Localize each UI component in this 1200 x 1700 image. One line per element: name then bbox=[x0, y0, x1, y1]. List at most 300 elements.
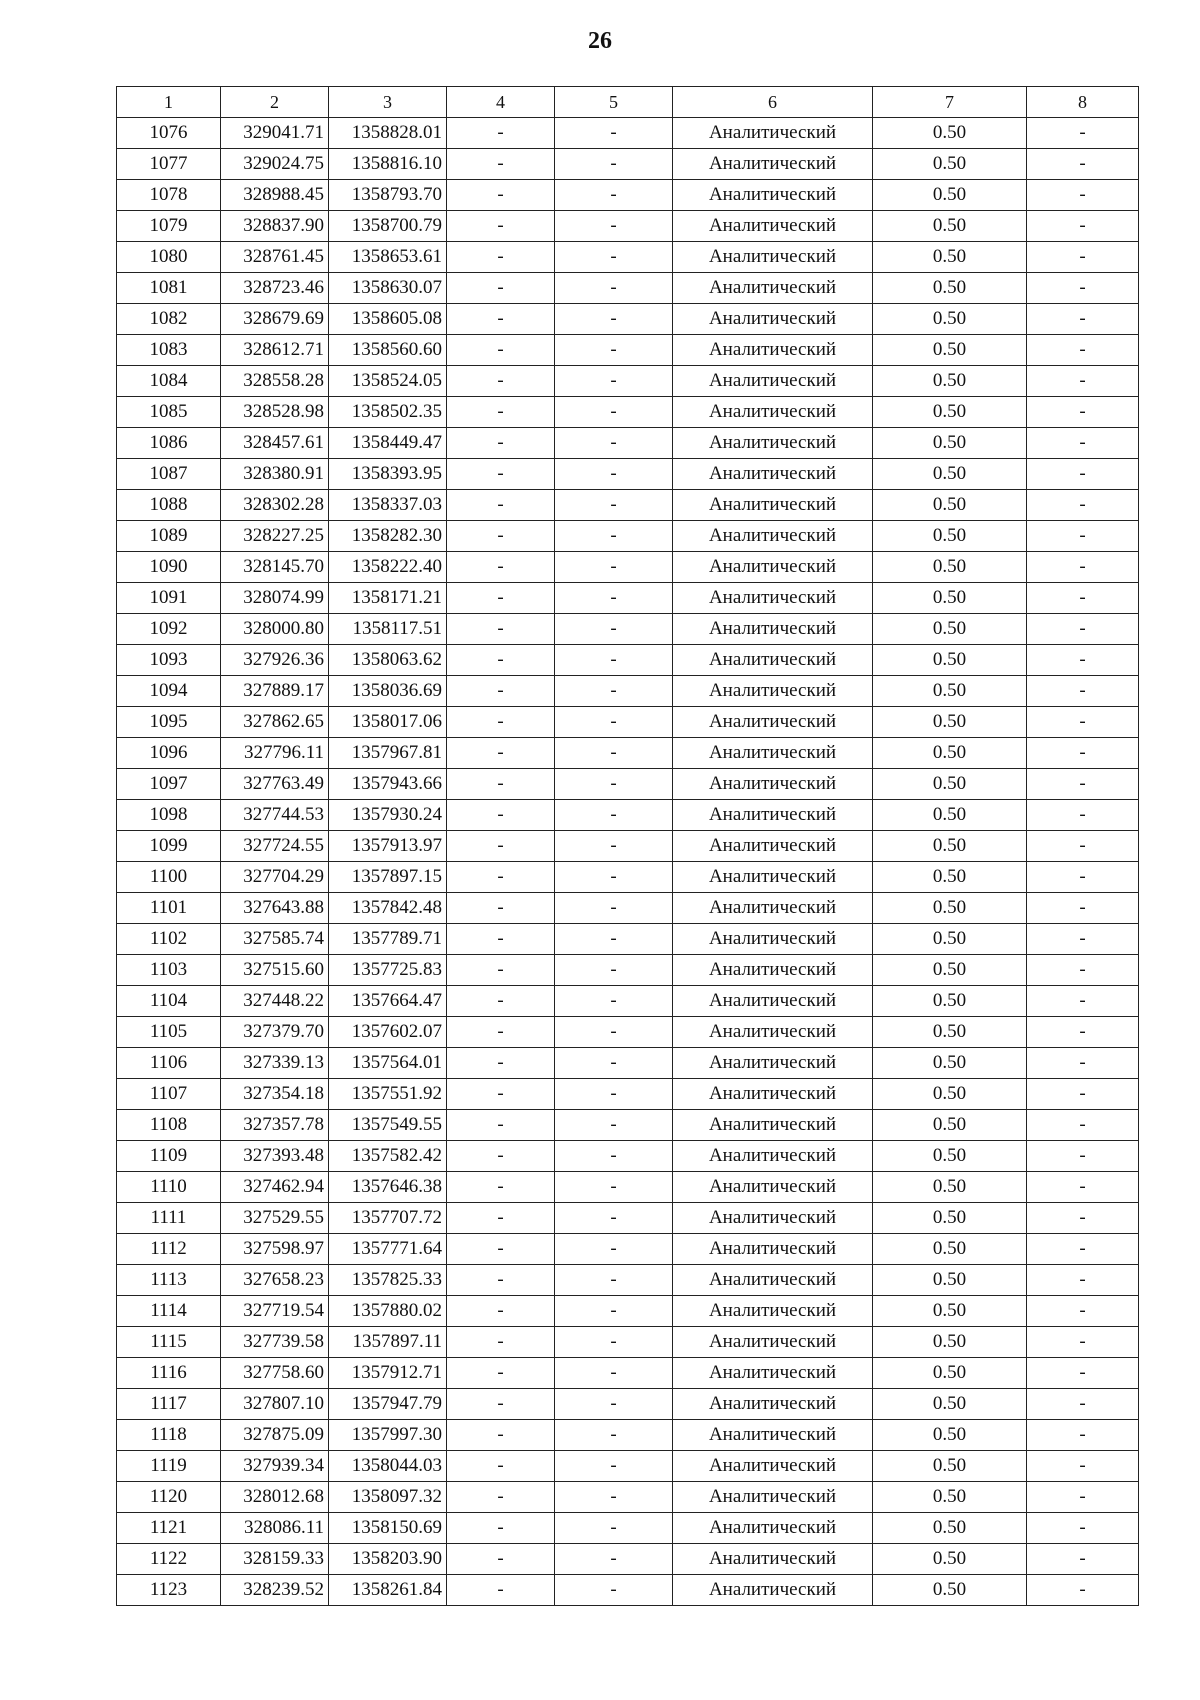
cell-col-8-value: - bbox=[1027, 1420, 1139, 1451]
cell-col-4-value: - bbox=[447, 1296, 555, 1327]
cell-method: Аналитический bbox=[673, 1110, 873, 1141]
cell-coord-x: 327739.58 bbox=[221, 1327, 329, 1358]
cell-col-5-value: - bbox=[555, 924, 673, 955]
cell-method: Аналитический bbox=[673, 366, 873, 397]
cell-coord-y: 1357880.02 bbox=[329, 1296, 447, 1327]
cell-point-number: 1081 bbox=[117, 273, 221, 304]
cell-point-number: 1120 bbox=[117, 1482, 221, 1513]
cell-col-5-value: - bbox=[555, 459, 673, 490]
table-row bbox=[117, 707, 1139, 738]
cell-point-number: 1084 bbox=[117, 366, 221, 397]
column-header-col-8: 8 bbox=[1027, 87, 1139, 118]
cell-method: Аналитический bbox=[673, 1017, 873, 1048]
cell-col-5-value: - bbox=[555, 273, 673, 304]
table-row bbox=[117, 1079, 1139, 1110]
cell-coord-x: 328528.98 bbox=[221, 397, 329, 428]
cell-col-8-value: - bbox=[1027, 1017, 1139, 1048]
cell-coord-x: 327889.17 bbox=[221, 676, 329, 707]
column-header-col-2: 2 bbox=[221, 87, 329, 118]
cell-col-8-value: - bbox=[1027, 769, 1139, 800]
table-row bbox=[117, 1513, 1139, 1544]
cell-accuracy: 0.50 bbox=[873, 645, 1027, 676]
cell-col-5-value: - bbox=[555, 1575, 673, 1606]
table-row bbox=[117, 1265, 1139, 1296]
cell-point-number: 1108 bbox=[117, 1110, 221, 1141]
cell-coord-x: 328159.33 bbox=[221, 1544, 329, 1575]
cell-coord-y: 1357646.38 bbox=[329, 1172, 447, 1203]
cell-coord-x: 328145.70 bbox=[221, 552, 329, 583]
table-row bbox=[117, 490, 1139, 521]
cell-col-5-value: - bbox=[555, 1420, 673, 1451]
cell-col-4-value: - bbox=[447, 1079, 555, 1110]
cell-coord-y: 1358816.10 bbox=[329, 149, 447, 180]
cell-col-4-value: - bbox=[447, 1327, 555, 1358]
table-row bbox=[117, 273, 1139, 304]
table-row bbox=[117, 1234, 1139, 1265]
cell-col-4-value: - bbox=[447, 1513, 555, 1544]
column-header-col-7: 7 bbox=[873, 87, 1027, 118]
cell-col-4-value: - bbox=[447, 366, 555, 397]
cell-accuracy: 0.50 bbox=[873, 1544, 1027, 1575]
cell-accuracy: 0.50 bbox=[873, 862, 1027, 893]
cell-col-8-value: - bbox=[1027, 614, 1139, 645]
table-row bbox=[117, 180, 1139, 211]
cell-accuracy: 0.50 bbox=[873, 490, 1027, 521]
cell-col-5-value: - bbox=[555, 1482, 673, 1513]
cell-method: Аналитический bbox=[673, 1513, 873, 1544]
cell-coord-x: 327585.74 bbox=[221, 924, 329, 955]
cell-coord-y: 1357825.33 bbox=[329, 1265, 447, 1296]
cell-point-number: 1095 bbox=[117, 707, 221, 738]
cell-coord-y: 1358793.70 bbox=[329, 180, 447, 211]
cell-method: Аналитический bbox=[673, 1544, 873, 1575]
cell-col-4-value: - bbox=[447, 521, 555, 552]
cell-coord-x: 328074.99 bbox=[221, 583, 329, 614]
cell-col-4-value: - bbox=[447, 614, 555, 645]
cell-coord-x: 327875.09 bbox=[221, 1420, 329, 1451]
cell-coord-x: 327796.11 bbox=[221, 738, 329, 769]
cell-coord-y: 1357897.11 bbox=[329, 1327, 447, 1358]
cell-col-8-value: - bbox=[1027, 1482, 1139, 1513]
cell-col-8-value: - bbox=[1027, 707, 1139, 738]
cell-point-number: 1076 bbox=[117, 118, 221, 149]
cell-col-5-value: - bbox=[555, 707, 673, 738]
cell-method: Аналитический bbox=[673, 955, 873, 986]
cell-accuracy: 0.50 bbox=[873, 149, 1027, 180]
cell-method: Аналитический bbox=[673, 614, 873, 645]
cell-col-4-value: - bbox=[447, 1110, 555, 1141]
cell-accuracy: 0.50 bbox=[873, 1513, 1027, 1544]
cell-point-number: 1104 bbox=[117, 986, 221, 1017]
cell-point-number: 1080 bbox=[117, 242, 221, 273]
cell-method: Аналитический bbox=[673, 552, 873, 583]
cell-col-5-value: - bbox=[555, 242, 673, 273]
table-row bbox=[117, 1482, 1139, 1513]
cell-col-4-value: - bbox=[447, 118, 555, 149]
cell-method: Аналитический bbox=[673, 986, 873, 1017]
cell-point-number: 1085 bbox=[117, 397, 221, 428]
cell-col-4-value: - bbox=[447, 552, 555, 583]
cell-coord-y: 1357997.30 bbox=[329, 1420, 447, 1451]
cell-accuracy: 0.50 bbox=[873, 738, 1027, 769]
table-row bbox=[117, 676, 1139, 707]
cell-col-5-value: - bbox=[555, 1048, 673, 1079]
cell-coord-y: 1358203.90 bbox=[329, 1544, 447, 1575]
cell-col-5-value: - bbox=[555, 1451, 673, 1482]
cell-col-5-value: - bbox=[555, 1234, 673, 1265]
cell-method: Аналитический bbox=[673, 1203, 873, 1234]
cell-col-5-value: - bbox=[555, 521, 673, 552]
cell-point-number: 1097 bbox=[117, 769, 221, 800]
cell-coord-y: 1358017.06 bbox=[329, 707, 447, 738]
cell-col-4-value: - bbox=[447, 769, 555, 800]
cell-coord-x: 327744.53 bbox=[221, 800, 329, 831]
cell-method: Аналитический bbox=[673, 273, 873, 304]
cell-method: Аналитический bbox=[673, 800, 873, 831]
table-row bbox=[117, 366, 1139, 397]
cell-method: Аналитический bbox=[673, 893, 873, 924]
table-row bbox=[117, 1203, 1139, 1234]
cell-method: Аналитический bbox=[673, 149, 873, 180]
cell-method: Аналитический bbox=[673, 1296, 873, 1327]
cell-col-4-value: - bbox=[447, 1017, 555, 1048]
cell-accuracy: 0.50 bbox=[873, 1451, 1027, 1482]
cell-col-8-value: - bbox=[1027, 180, 1139, 211]
cell-method: Аналитический bbox=[673, 1265, 873, 1296]
cell-accuracy: 0.50 bbox=[873, 211, 1027, 242]
cell-col-4-value: - bbox=[447, 211, 555, 242]
cell-point-number: 1119 bbox=[117, 1451, 221, 1482]
cell-col-8-value: - bbox=[1027, 955, 1139, 986]
table-row bbox=[117, 1358, 1139, 1389]
cell-coord-x: 327462.94 bbox=[221, 1172, 329, 1203]
cell-col-8-value: - bbox=[1027, 459, 1139, 490]
cell-accuracy: 0.50 bbox=[873, 955, 1027, 986]
cell-method: Аналитический bbox=[673, 118, 873, 149]
cell-col-8-value: - bbox=[1027, 397, 1139, 428]
cell-col-5-value: - bbox=[555, 862, 673, 893]
cell-point-number: 1115 bbox=[117, 1327, 221, 1358]
cell-method: Аналитический bbox=[673, 769, 873, 800]
cell-col-4-value: - bbox=[447, 924, 555, 955]
cell-accuracy: 0.50 bbox=[873, 1482, 1027, 1513]
cell-method: Аналитический bbox=[673, 1451, 873, 1482]
cell-point-number: 1106 bbox=[117, 1048, 221, 1079]
cell-coord-x: 327643.88 bbox=[221, 893, 329, 924]
cell-col-4-value: - bbox=[447, 1234, 555, 1265]
cell-col-5-value: - bbox=[555, 1172, 673, 1203]
cell-col-5-value: - bbox=[555, 1079, 673, 1110]
cell-point-number: 1118 bbox=[117, 1420, 221, 1451]
table-row bbox=[117, 769, 1139, 800]
table-row bbox=[117, 800, 1139, 831]
cell-method: Аналитический bbox=[673, 862, 873, 893]
cell-col-4-value: - bbox=[447, 800, 555, 831]
table-row bbox=[117, 831, 1139, 862]
cell-col-5-value: - bbox=[555, 1327, 673, 1358]
table-row bbox=[117, 211, 1139, 242]
cell-col-5-value: - bbox=[555, 831, 673, 862]
cell-method: Аналитический bbox=[673, 583, 873, 614]
cell-method: Аналитический bbox=[673, 397, 873, 428]
cell-point-number: 1110 bbox=[117, 1172, 221, 1203]
cell-col-8-value: - bbox=[1027, 366, 1139, 397]
table-row bbox=[117, 1110, 1139, 1141]
cell-coord-x: 328086.11 bbox=[221, 1513, 329, 1544]
cell-point-number: 1107 bbox=[117, 1079, 221, 1110]
table-row bbox=[117, 1389, 1139, 1420]
cell-col-5-value: - bbox=[555, 1296, 673, 1327]
cell-col-4-value: - bbox=[447, 738, 555, 769]
cell-col-4-value: - bbox=[447, 335, 555, 366]
cell-point-number: 1082 bbox=[117, 304, 221, 335]
cell-col-4-value: - bbox=[447, 1141, 555, 1172]
cell-accuracy: 0.50 bbox=[873, 1358, 1027, 1389]
cell-col-5-value: - bbox=[555, 1110, 673, 1141]
cell-point-number: 1090 bbox=[117, 552, 221, 583]
cell-coord-y: 1358222.40 bbox=[329, 552, 447, 583]
cell-col-4-value: - bbox=[447, 955, 555, 986]
cell-col-5-value: - bbox=[555, 614, 673, 645]
cell-col-5-value: - bbox=[555, 428, 673, 459]
cell-coord-y: 1357912.71 bbox=[329, 1358, 447, 1389]
cell-col-8-value: - bbox=[1027, 862, 1139, 893]
cell-accuracy: 0.50 bbox=[873, 1141, 1027, 1172]
cell-col-4-value: - bbox=[447, 459, 555, 490]
cell-col-4-value: - bbox=[447, 583, 555, 614]
column-header-col-3: 3 bbox=[329, 87, 447, 118]
cell-accuracy: 0.50 bbox=[873, 1203, 1027, 1234]
cell-point-number: 1101 bbox=[117, 893, 221, 924]
cell-col-5-value: - bbox=[555, 738, 673, 769]
cell-method: Аналитический bbox=[673, 1575, 873, 1606]
cell-accuracy: 0.50 bbox=[873, 1234, 1027, 1265]
cell-coord-x: 328380.91 bbox=[221, 459, 329, 490]
cell-col-8-value: - bbox=[1027, 1048, 1139, 1079]
cell-col-4-value: - bbox=[447, 428, 555, 459]
cell-col-4-value: - bbox=[447, 1172, 555, 1203]
cell-method: Аналитический bbox=[673, 490, 873, 521]
cell-point-number: 1102 bbox=[117, 924, 221, 955]
cell-col-8-value: - bbox=[1027, 1172, 1139, 1203]
cell-col-5-value: - bbox=[555, 1544, 673, 1575]
cell-method: Аналитический bbox=[673, 738, 873, 769]
cell-coord-y: 1357789.71 bbox=[329, 924, 447, 955]
cell-col-8-value: - bbox=[1027, 118, 1139, 149]
cell-point-number: 1103 bbox=[117, 955, 221, 986]
cell-coord-y: 1358449.47 bbox=[329, 428, 447, 459]
cell-col-8-value: - bbox=[1027, 676, 1139, 707]
cell-coord-x: 328000.80 bbox=[221, 614, 329, 645]
table-row bbox=[117, 428, 1139, 459]
cell-coord-x: 327379.70 bbox=[221, 1017, 329, 1048]
cell-coord-x: 327724.55 bbox=[221, 831, 329, 862]
cell-col-4-value: - bbox=[447, 1451, 555, 1482]
cell-coord-x: 327658.23 bbox=[221, 1265, 329, 1296]
cell-col-8-value: - bbox=[1027, 645, 1139, 676]
cell-point-number: 1093 bbox=[117, 645, 221, 676]
cell-col-4-value: - bbox=[447, 1048, 555, 1079]
cell-coord-y: 1358605.08 bbox=[329, 304, 447, 335]
table-body bbox=[117, 118, 1139, 1606]
cell-accuracy: 0.50 bbox=[873, 614, 1027, 645]
cell-col-4-value: - bbox=[447, 1420, 555, 1451]
cell-method: Аналитический bbox=[673, 1482, 873, 1513]
cell-accuracy: 0.50 bbox=[873, 1389, 1027, 1420]
cell-method: Аналитический bbox=[673, 1079, 873, 1110]
cell-accuracy: 0.50 bbox=[873, 1110, 1027, 1141]
cell-col-5-value: - bbox=[555, 986, 673, 1017]
cell-col-4-value: - bbox=[447, 149, 555, 180]
cell-accuracy: 0.50 bbox=[873, 1296, 1027, 1327]
cell-col-8-value: - bbox=[1027, 335, 1139, 366]
cell-col-5-value: - bbox=[555, 1203, 673, 1234]
cell-col-4-value: - bbox=[447, 893, 555, 924]
cell-coord-x: 329024.75 bbox=[221, 149, 329, 180]
cell-accuracy: 0.50 bbox=[873, 180, 1027, 211]
cell-accuracy: 0.50 bbox=[873, 335, 1027, 366]
cell-method: Аналитический bbox=[673, 676, 873, 707]
cell-col-8-value: - bbox=[1027, 1234, 1139, 1265]
cell-col-8-value: - bbox=[1027, 583, 1139, 614]
cell-coord-y: 1357707.72 bbox=[329, 1203, 447, 1234]
cell-col-5-value: - bbox=[555, 180, 673, 211]
cell-coord-y: 1357582.42 bbox=[329, 1141, 447, 1172]
table-row bbox=[117, 1327, 1139, 1358]
cell-coord-x: 327529.55 bbox=[221, 1203, 329, 1234]
table-row bbox=[117, 1575, 1139, 1606]
cell-method: Аналитический bbox=[673, 335, 873, 366]
cell-col-8-value: - bbox=[1027, 1141, 1139, 1172]
cell-coord-x: 328761.45 bbox=[221, 242, 329, 273]
cell-col-5-value: - bbox=[555, 893, 673, 924]
cell-accuracy: 0.50 bbox=[873, 1420, 1027, 1451]
cell-coord-y: 1358502.35 bbox=[329, 397, 447, 428]
cell-col-4-value: - bbox=[447, 707, 555, 738]
cell-coord-x: 327354.18 bbox=[221, 1079, 329, 1110]
cell-method: Аналитический bbox=[673, 1327, 873, 1358]
cell-point-number: 1122 bbox=[117, 1544, 221, 1575]
cell-accuracy: 0.50 bbox=[873, 366, 1027, 397]
cell-col-4-value: - bbox=[447, 1203, 555, 1234]
cell-accuracy: 0.50 bbox=[873, 273, 1027, 304]
cell-method: Аналитический bbox=[673, 645, 873, 676]
table-row bbox=[117, 459, 1139, 490]
cell-method: Аналитический bbox=[673, 1141, 873, 1172]
cell-coord-y: 1357664.47 bbox=[329, 986, 447, 1017]
cell-coord-x: 328612.71 bbox=[221, 335, 329, 366]
cell-coord-x: 328239.52 bbox=[221, 1575, 329, 1606]
cell-coord-y: 1357913.97 bbox=[329, 831, 447, 862]
cell-point-number: 1113 bbox=[117, 1265, 221, 1296]
cell-coord-x: 327719.54 bbox=[221, 1296, 329, 1327]
table-row bbox=[117, 335, 1139, 366]
cell-col-5-value: - bbox=[555, 1358, 673, 1389]
cell-point-number: 1087 bbox=[117, 459, 221, 490]
cell-coord-x: 327704.29 bbox=[221, 862, 329, 893]
cell-col-8-value: - bbox=[1027, 1544, 1139, 1575]
cell-col-5-value: - bbox=[555, 118, 673, 149]
cell-method: Аналитический bbox=[673, 211, 873, 242]
cell-col-4-value: - bbox=[447, 1358, 555, 1389]
cell-col-5-value: - bbox=[555, 397, 673, 428]
cell-coord-x: 327393.48 bbox=[221, 1141, 329, 1172]
cell-coord-y: 1357549.55 bbox=[329, 1110, 447, 1141]
cell-method: Аналитический bbox=[673, 924, 873, 955]
cell-col-4-value: - bbox=[447, 1544, 555, 1575]
cell-coord-y: 1358282.30 bbox=[329, 521, 447, 552]
cell-col-4-value: - bbox=[447, 304, 555, 335]
cell-col-5-value: - bbox=[555, 1513, 673, 1544]
cell-coord-y: 1358261.84 bbox=[329, 1575, 447, 1606]
cell-col-5-value: - bbox=[555, 304, 673, 335]
cell-accuracy: 0.50 bbox=[873, 1048, 1027, 1079]
cell-col-8-value: - bbox=[1027, 521, 1139, 552]
cell-method: Аналитический bbox=[673, 459, 873, 490]
cell-accuracy: 0.50 bbox=[873, 242, 1027, 273]
table-row bbox=[117, 1172, 1139, 1203]
table-row bbox=[117, 1451, 1139, 1482]
cell-point-number: 1112 bbox=[117, 1234, 221, 1265]
cell-accuracy: 0.50 bbox=[873, 552, 1027, 583]
table-row bbox=[117, 1141, 1139, 1172]
cell-col-5-value: - bbox=[555, 1389, 673, 1420]
cell-method: Аналитический bbox=[673, 304, 873, 335]
cell-coord-y: 1358036.69 bbox=[329, 676, 447, 707]
cell-point-number: 1117 bbox=[117, 1389, 221, 1420]
cell-col-4-value: - bbox=[447, 490, 555, 521]
cell-coord-y: 1357897.15 bbox=[329, 862, 447, 893]
cell-col-8-value: - bbox=[1027, 831, 1139, 862]
cell-method: Аналитический bbox=[673, 1389, 873, 1420]
cell-col-4-value: - bbox=[447, 1482, 555, 1513]
cell-col-8-value: - bbox=[1027, 1451, 1139, 1482]
cell-col-8-value: - bbox=[1027, 1110, 1139, 1141]
page-number: 26 bbox=[588, 28, 612, 54]
table-row bbox=[117, 1048, 1139, 1079]
cell-coord-y: 1358044.03 bbox=[329, 1451, 447, 1482]
table-row bbox=[117, 1017, 1139, 1048]
cell-coord-x: 327515.60 bbox=[221, 955, 329, 986]
column-header-col-4: 4 bbox=[447, 87, 555, 118]
cell-coord-y: 1358150.69 bbox=[329, 1513, 447, 1544]
cell-coord-x: 329041.71 bbox=[221, 118, 329, 149]
cell-coord-x: 327763.49 bbox=[221, 769, 329, 800]
table-row bbox=[117, 149, 1139, 180]
cell-coord-y: 1357947.79 bbox=[329, 1389, 447, 1420]
table-row bbox=[117, 738, 1139, 769]
table-row bbox=[117, 552, 1139, 583]
cell-point-number: 1096 bbox=[117, 738, 221, 769]
table-row bbox=[117, 924, 1139, 955]
cell-col-8-value: - bbox=[1027, 1265, 1139, 1296]
cell-coord-x: 328558.28 bbox=[221, 366, 329, 397]
cell-point-number: 1094 bbox=[117, 676, 221, 707]
table-row bbox=[117, 521, 1139, 552]
table-row bbox=[117, 583, 1139, 614]
cell-col-5-value: - bbox=[555, 955, 673, 986]
cell-coord-x: 327939.34 bbox=[221, 1451, 329, 1482]
cell-coord-x: 327807.10 bbox=[221, 1389, 329, 1420]
cell-accuracy: 0.50 bbox=[873, 707, 1027, 738]
cell-col-5-value: - bbox=[555, 583, 673, 614]
cell-col-8-value: - bbox=[1027, 1358, 1139, 1389]
cell-method: Аналитический bbox=[673, 242, 873, 273]
cell-accuracy: 0.50 bbox=[873, 769, 1027, 800]
cell-col-5-value: - bbox=[555, 335, 673, 366]
cell-accuracy: 0.50 bbox=[873, 304, 1027, 335]
table-row bbox=[117, 1544, 1139, 1575]
